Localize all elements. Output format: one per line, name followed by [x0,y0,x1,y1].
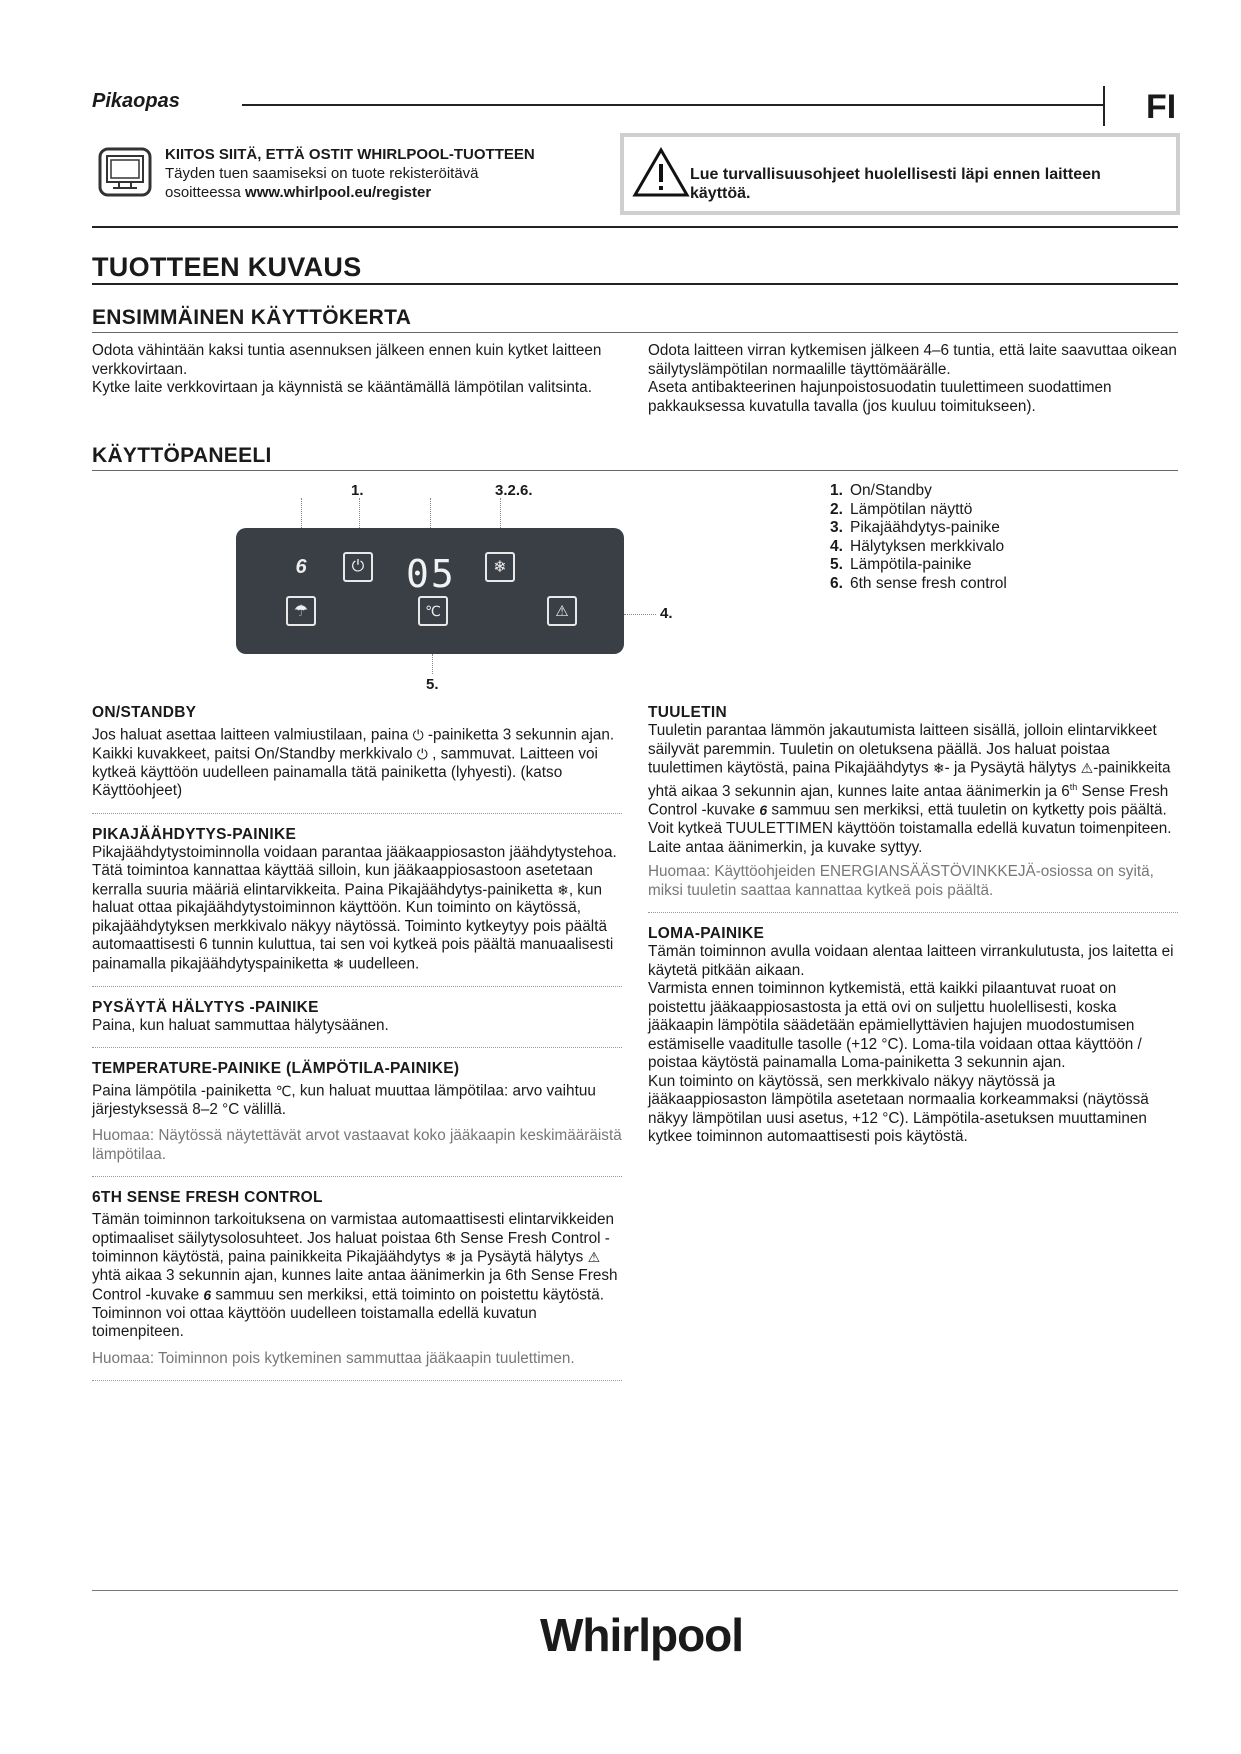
leader-line [301,498,302,528]
temperature-icon: ℃ [275,1083,292,1100]
holiday-icon: ☂ [286,596,316,626]
power-icon: ⏻ [416,745,428,762]
paragraph: Odota vähintään kaksi tuntia asennuksen jälkeen ennen kuin kytket laitteen verkkovirtaan. [92,342,602,378]
sixth-sense-title: 6TH SENSE FRESH CONTROL [92,1189,323,1207]
alarm-icon: ⚠ [547,596,577,626]
power-icon: ⏻ [412,727,424,743]
alarm-text: Paina, kun haluat sammuttaa hälytysäänen. [92,1016,389,1034]
fast-cool-icon: ❄ [932,760,945,776]
fast-cool-icon: ❄ [332,955,345,972]
callout-5: 5. [426,676,439,693]
divider [92,813,622,814]
callout-326: 3.2.6. [495,482,533,499]
rule [92,226,1178,228]
divider [648,912,1178,913]
header-rule [242,104,1104,106]
divider [92,986,622,987]
legend-item: 1. On/Standby [830,482,932,499]
leader-line [432,654,433,674]
callout-4: 4. [660,605,673,622]
sixth-sense-icon: 6 [295,555,307,578]
register-link[interactable]: www.whirlpool.eu/register [245,184,432,201]
fan-text: Tuuletin parantaa lämmön jakautumista laitteen sisällä, jolloin elintarvikkeet säilyvät paremmin. Tuuletin on oletuksena päällä. Jos haluat poistaa tuulettimen käytöstä, paina Pikajäähdytys ❄- ja Pysäytä hälytys ⚠-painikkeita yhtä aikaa 3 sekunnin ajan, kunnes laite antaa äänimerkin ja 6th Sense Fresh Control -kuvake 6 sammuu sen merkiksi, että tuuletin on kytketty pois päältä. Voit kytkeä TUULETTIMEN käyttöön toistamalla edellä kuvatun toimenpiteen. Laite antaa äänimerkin, ja kuvake syttyy. [648,722,1172,856]
holiday-title: LOMA-PAINIKE [648,925,765,943]
fast-cool-icon: ❄ [557,881,569,898]
fast-cool-title: PIKAJÄÄHDYTYS-PAINIKE [92,825,297,843]
register-prefix: osoitteessa [165,184,246,201]
footer-rule [92,1590,1178,1591]
alarm-icon: ⚠ [1080,760,1094,776]
temperature-note: Huomaa: Näytössä näytettävät arvot vastaavat koko jääkaapin keskimääräistä lämpötilaa. [92,1127,622,1163]
rule [92,283,1178,285]
legend-item: 2. Lämpötilan näyttö [830,500,973,518]
fan-title: TUULETIN [648,704,728,721]
sixth-sense-icon: 6 [759,802,768,819]
header-divider [1103,86,1105,126]
control-panel-image [236,528,624,654]
whirlpool-logo: Whirlpool [540,1609,744,1661]
power-icon: ⏻ [343,552,373,582]
legend-item: 6. 6th sense fresh control [830,574,1007,592]
leader-line [500,498,501,528]
safety-text: Lue turvallisuusohjeet huolellisesti läpi ennen laitteen käyttöä. [690,166,1101,202]
first-use-left [92,342,612,398]
control-panel-title: KÄYTTÖPANEELI [92,444,272,467]
first-use-right [648,342,1178,416]
register-line: Täyden tuen saamiseksi on tuote rekisteröitävä [165,165,479,182]
paragraph: Aseta antibakteerinen hajunpoistosuodatin tuulettimeen suodattimen pakkauksessa kuvatulla tavalla (jos kuuluu toimitukseen). [648,379,1112,415]
alarm-title: PYSÄYTÄ HÄLYTYS -PAINIKE [92,998,319,1016]
fast-cool-icon: ❄ [485,552,515,582]
right-column [648,704,1178,1147]
panel-legend [830,482,1007,593]
paragraph: Kytke laite verkkovirtaan ja käynnistä se kääntämällä lämpötilan valitsinta. [92,379,592,396]
fan-note: Huomaa: Käyttöohjeiden ENERGIANSÄÄSTÖVINKKEJÄ-osiossa on syitä, miksi tuuletin saattaa kannattaa kytkeä pois päältä. [648,863,1154,899]
paragraph: Odota laitteen virran kytkemisen jälkeen 4–6 tuntia, että laite saavuttaa oikean säilytyslämpötilan normaalille täyttömäärälle. [648,342,1177,378]
warning-icon [632,147,690,204]
divider [92,1176,622,1177]
left-column [92,704,622,1381]
legend-item: 4. Hälytyksen merkkivalo [830,537,1005,555]
callout-1: 1. [351,482,364,499]
sixth-sense-icon: 6 [203,1286,212,1303]
computer-icon [98,147,152,199]
holiday-text: Tämän toiminnon avulla voidaan alentaa laitteen virrankulutusta, jos laitetta ei käytetä pitkään aikaan. Varmista ennen toiminnon kytkemistä, että kaikki pilaantuvat ruoat on poistettu jääkaappiosastosta ja että ovi on suljettu huolellisesti, koska jääkaapin lämpötila säädetään epämiellyttävien hajujen muodostumisen estämiselle vaaditulle tasolle (+12 °C). Loma-tila voidaan ottaa käyttöön / poistaa käytöstä painamalla Loma-painiketta 3 sekunnin ajan. Kun toiminto on käytössä, sen merkkivalo näkyy näytössä ja jääkaappiosaston lämpötila asetetaan normaalia korkeammaksi (näytössä näkyy lämpötilan uusi asetus, +12 °C). Lämpötila-asetuksen muuttaminen kytkee toiminnon automaattisesti pois käytöstä. [648,943,1174,1146]
section-title: TUOTTEEN KUVAUS [92,252,362,282]
first-use-title: ENSIMMÄINEN KÄYTTÖKERTA [92,306,412,329]
fast-cool-icon: ❄ [444,1249,457,1266]
divider [92,1047,622,1048]
register-title: KIITOS SIITÄ, ETTÄ OSTIT WHIRLPOOL-TUOTTEEN [165,146,535,163]
temperature-display: 05 [406,552,456,596]
legend-item: 5. Lämpötila-painike [830,556,972,573]
divider [92,1380,622,1381]
safety-box [620,133,1180,215]
rule [92,470,1178,471]
fast-cool-text: Pikajäähdytystoiminnolla voidaan parantaa jääkaappiosaston jäähdytystehoa. Tätä toimintoa kannattaa käyttää silloin, kun jääkaappiosastoon asetetaan kerralla suuria määriä elintarvikkeita. Paina Pikajäähdytys-painiketta ❄, kun haluat ottaa pikajäähdytystoiminnon käyttöön. Kun toiminto on käytössä, pikajäähdytyksen merkkivalo näkyy näytössä. Toiminto kytkeytyy pois päältä automaattisesti 6 tunnin kuluttua, tai sen voi kytkeä pois päältä manuaalisesti painamalla pikajäähdytyspainiketta ❄ uudelleen. [92,843,617,973]
leader-line [624,614,656,615]
temperature-text: Paina lämpötila -painiketta ℃, kun haluat muuttaa lämpötilaa: arvo vaihtuu järjestyksessä 8–2 °C välillä. [92,1082,596,1118]
sixth-sense-text: Tämän toiminnon tarkoituksena on varmistaa automaattisesti elintarvikkeiden optimaaliset säilytysolosuhteet. Jos haluat poistaa 6th Sense Fresh Control -toiminnon käytöstä, paina painikkeita Pikajäähdytys ❄ ja Pysäytä hälytys ⚠ yhtä aikaa 3 sekunnin ajan, kunnes laite antaa äänimerkin ja 6th Sense Fresh Control -kuvake 6 sammuu sen merkiksi, että toiminto on poistettu käytöstä. Toiminnon voi ottaa käyttöön uudelleen toistamalla edellä kuvatun toimenpiteen. [92,1211,618,1341]
rule [92,332,1178,333]
leader-line [359,498,360,528]
on-standby-title: ON/STANDBY [92,704,197,721]
language-code: FI [1146,88,1177,126]
alarm-icon: ⚠ [587,1249,601,1266]
register-text [165,145,595,202]
temperature-icon: ℃ [418,596,448,626]
doc-title: Pikaopas [92,90,180,112]
leader-line [430,498,431,528]
temperature-title: TEMPERATURE-PAINIKE (LÄMPÖTILA-PAINIKE) [92,1060,460,1078]
legend-item: 3. Pikajäähdytys-painike [830,519,1000,536]
sixth-sense-note: Huomaa: Toiminnon pois kytkeminen sammuttaa jääkaapin tuulettimen. [92,1349,575,1367]
on-standby-text: Jos haluat asettaa laitteen valmiustilaan, paina ⏻ -painiketta 3 sekunnin ajan. Kaikki kuvakkeet, paitsi On/Standby merkkivalo ⏻ , sammuvat. Laitteen voi kytkeä käyttöön uudelleen painamalla tätä painiketta (lyhyesti). (katso Käyttöohjeet) [92,726,615,800]
